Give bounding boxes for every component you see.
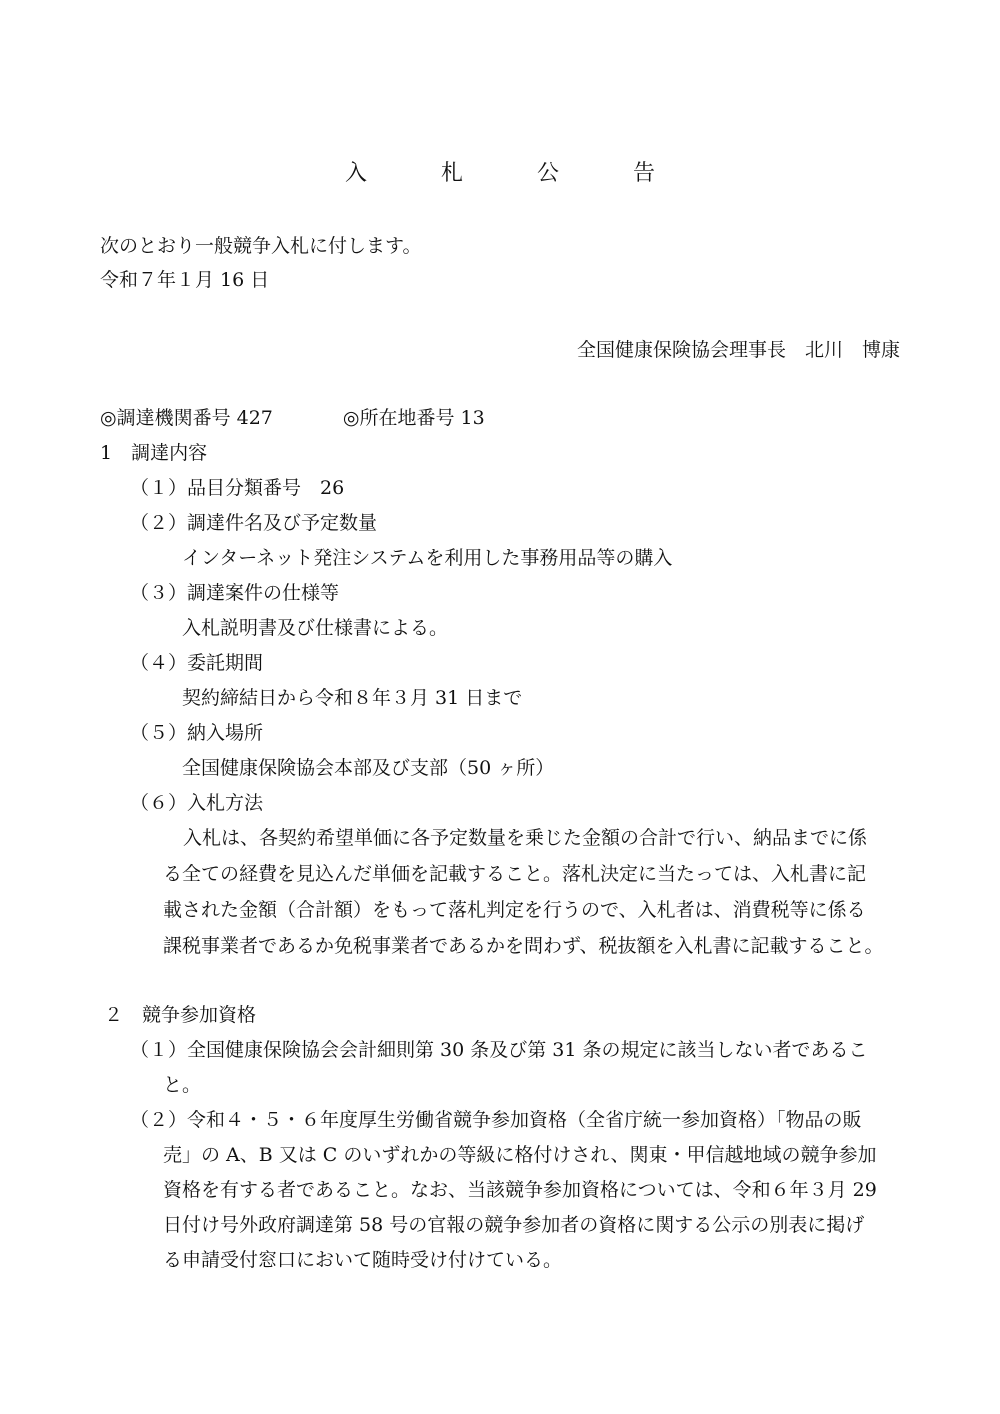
s2-item2-line4: 日付け号外政府調達第 58 号の官報の競争参加者の資格に関する公示の別表に掲げ bbox=[163, 1214, 865, 1236]
notice-title: 入 札 公 告 bbox=[344, 161, 681, 186]
s2-item2-line2: 売」の A、B 又は C のいずれかの等級に格付けされ、関東・甲信越地域の競争参加 bbox=[163, 1144, 877, 1166]
item5-detail: 全国健康保険協会本部及び支部（50 ヶ所） bbox=[182, 757, 555, 779]
s2-item1-line2: と。 bbox=[163, 1074, 202, 1096]
s2-item2-line3: 資格を有する者であること。なお、当該競争参加資格については、令和６年３月 29 bbox=[163, 1179, 877, 1201]
item4-label: （４）委託期間 bbox=[130, 652, 264, 674]
intro-text bbox=[100, 228, 920, 264]
item2-label: （２）調達件名及び予定数量 bbox=[130, 512, 378, 534]
item3-detail: 入札説明書及び仕様書による。 bbox=[182, 617, 449, 639]
section1-heading: 1 調達内容 bbox=[100, 442, 208, 464]
item1-label: （１）品目分類番号 26 bbox=[130, 477, 345, 499]
section2-heading: ２ 競争参加資格 bbox=[104, 1004, 257, 1026]
s2-item1-line1: （１）全国健康保険協会会計細則第 30 条及び第 31 条の規定に該当しない者であるこ bbox=[130, 1039, 868, 1061]
date-line: 令和７年１月 16 日 bbox=[100, 269, 270, 291]
identifier-line bbox=[100, 400, 485, 436]
item6-label: （６）入札方法 bbox=[130, 792, 264, 814]
paragraph-line: 載された金額（合計額）をもって落札判定を行うので、入札者は、消費税等に係る bbox=[163, 899, 866, 921]
s2-item2-line5: る申請受付窓口において随時受け付けている。 bbox=[163, 1249, 563, 1271]
s2-item2-line1: （２）令和４・５・６年度厚生労働省競争参加資格（全省庁統一参加資格）「物品の販 bbox=[130, 1109, 862, 1131]
intro-line: 次のとおり一般競争入札に付します。 bbox=[100, 235, 422, 257]
item5-label: （５）納入場所 bbox=[130, 722, 264, 744]
item4-detail: 契約締結日から令和８年３月 31 日まで bbox=[182, 687, 523, 709]
paragraph-line: る全ての経費を見込んだ単価を記載すること。落札決定に当たっては、入札書に記 bbox=[163, 863, 867, 885]
paragraph-line: 入札は、各契約希望単価に各予定数量を乗じた金額の合計で行い、納品までに係 bbox=[183, 827, 868, 849]
issuer-name: 全国健康保険協会理事長 北川 博康 bbox=[576, 339, 900, 361]
item6-paragraph bbox=[163, 820, 913, 964]
notice-date bbox=[100, 262, 920, 298]
item3-label: （３）調達案件の仕様等 bbox=[130, 582, 340, 604]
agency-number: ◎調達機関番号 427 bbox=[100, 407, 273, 429]
paragraph-line: 課税事業者であるか免税事業者であるかを問わず、税抜額を入札書に記載すること。 bbox=[163, 935, 884, 957]
item2-detail: インターネット発注システムを利用した事務用品等の購入 bbox=[182, 547, 673, 569]
location-number: ◎所在地番号 13 bbox=[342, 407, 485, 429]
